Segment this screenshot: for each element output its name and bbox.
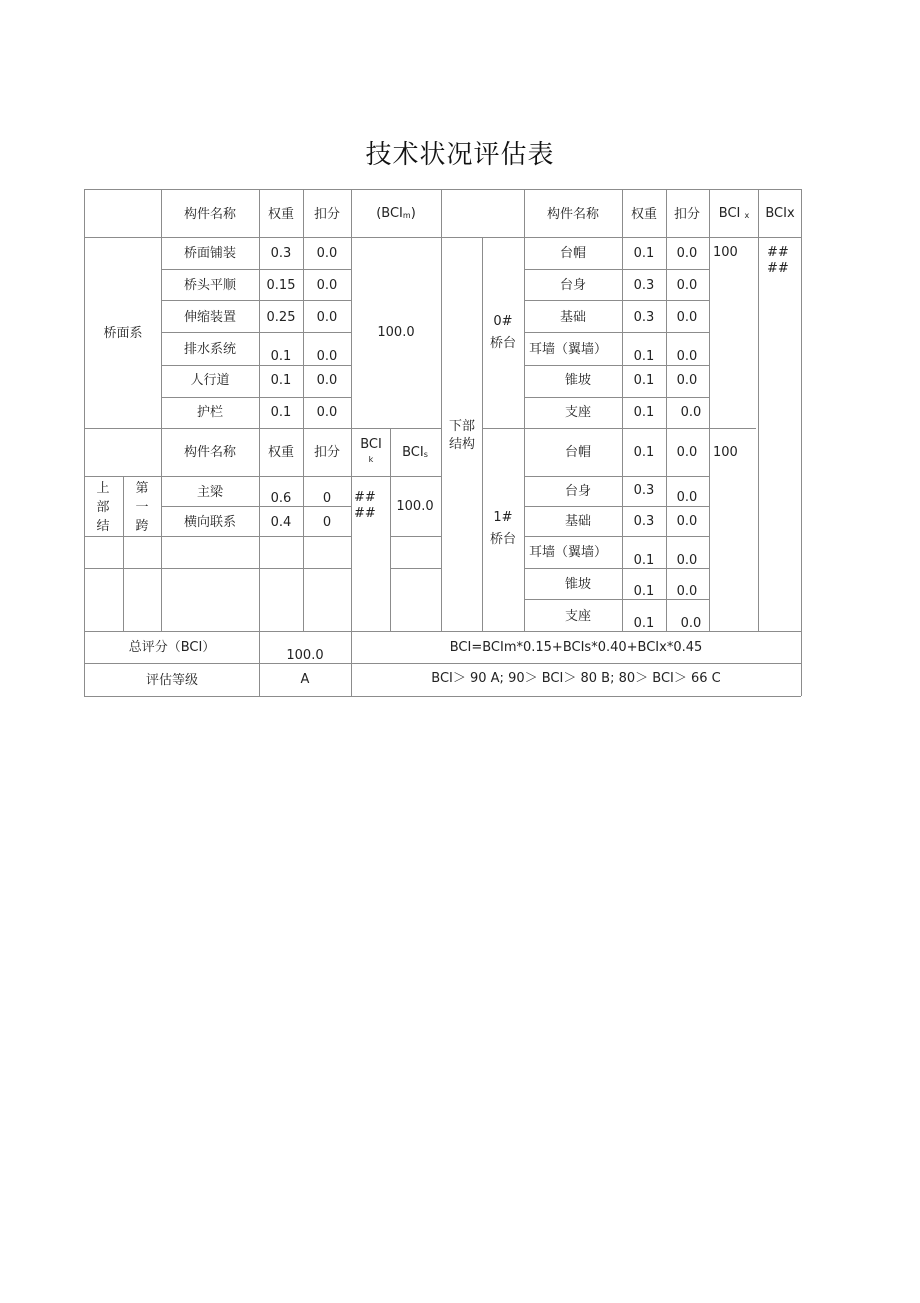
grid-line xyxy=(84,237,801,238)
abutment-1-score: 100 xyxy=(713,445,738,460)
grid-line xyxy=(161,269,351,270)
abutment-0-score: 100 xyxy=(713,245,738,260)
deck-row-name: 护栏 xyxy=(196,405,224,420)
abutment-row-deduct: 0.0 xyxy=(676,278,698,293)
deck-score: 100.0 xyxy=(377,325,415,340)
header-weight-right: 权重 xyxy=(630,207,658,222)
grid-line xyxy=(84,536,351,537)
total-score-value: 100.0 xyxy=(286,648,324,663)
grid-line xyxy=(758,189,759,631)
abutment-row-name: 台帽 xyxy=(559,246,587,261)
super-header-name: 构件名称 xyxy=(183,445,237,460)
header-deduct: 扣分 xyxy=(313,207,341,222)
deck-row-deduct: 0.0 xyxy=(316,278,338,293)
abutment-row-weight: 0.1 xyxy=(633,246,655,261)
header-component-name-right: 构件名称 xyxy=(546,207,600,222)
grid-line xyxy=(390,536,441,537)
abutment-row-deduct: 0.0 xyxy=(676,349,698,364)
abutment-row-name: 台帽 xyxy=(564,445,592,460)
grid-line xyxy=(161,189,162,631)
abutment-row-weight: 0.3 xyxy=(633,483,655,498)
header-bcim: $(BCI_m)$ xyxy=(376,206,416,221)
grid-line xyxy=(123,476,124,631)
deck-row-deduct: 0.0 xyxy=(316,310,338,325)
abutment-row-weight: 0.3 xyxy=(633,514,655,529)
abutment-row-deduct: 0.0 xyxy=(676,584,698,599)
abutment-row-deduct: 0.0 xyxy=(676,310,698,325)
grid-line xyxy=(84,568,351,569)
grid-line xyxy=(84,696,801,697)
deck-row-deduct: 0.0 xyxy=(316,373,338,388)
grid-line xyxy=(390,428,391,631)
super-header-deduct: 扣分 xyxy=(313,445,341,460)
abutment-row-weight: 0.3 xyxy=(633,278,655,293)
deck-row-weight: 0.25 xyxy=(266,310,296,325)
grid-line xyxy=(84,663,801,664)
abutment-row-deduct: 0.0 xyxy=(676,373,698,388)
deck-row-name: 桥面铺装 xyxy=(183,246,237,261)
header-deduct-right: 扣分 xyxy=(673,207,701,222)
abutment-row-name: 耳墙（翼墙） xyxy=(528,545,608,560)
grid-line xyxy=(390,568,441,569)
abutment-row-name: 锥坡 xyxy=(564,577,592,592)
bci-formula: BCI=BCIm*0.15+BCIs*0.40+BCIx*0.45 xyxy=(449,640,703,655)
header-component-name: 构件名称 xyxy=(183,207,237,222)
grid-line xyxy=(524,332,709,333)
deck-row-weight: 0.1 xyxy=(270,349,292,364)
abutment-row-name: 台身 xyxy=(559,278,587,293)
grid-line xyxy=(709,189,710,631)
super-header-weight: 权重 xyxy=(267,445,295,460)
grid-line xyxy=(482,237,483,631)
abutment-row-weight: 0.1 xyxy=(633,553,655,568)
header-bcis: $BCI_s$ xyxy=(402,445,428,460)
deck-row-name: 桥头平顺 xyxy=(183,278,237,293)
abutment-row-weight: 0.1 xyxy=(633,405,655,420)
sub-label: 下部结构 xyxy=(448,419,475,452)
grid-line xyxy=(351,189,352,696)
abutment-row-weight: 0.1 xyxy=(633,373,655,388)
bcix-total: #### xyxy=(767,245,789,276)
abutment-row-weight: 0.1 xyxy=(633,584,655,599)
super-row-weight: 0.6 xyxy=(270,491,292,506)
header-weight: 权重 xyxy=(267,207,295,222)
deck-row-deduct: 0.0 xyxy=(316,246,338,261)
grid-line xyxy=(84,476,441,477)
abutment-row-deduct: 0.0 xyxy=(676,514,698,529)
abutment-row-name: 支座 xyxy=(564,405,592,420)
grid-line xyxy=(84,428,441,429)
abutment-row-name: 基础 xyxy=(564,514,592,529)
abutment-row-deduct: 0.0 xyxy=(680,405,702,420)
header-bcik: BCI k xyxy=(360,437,382,464)
grid-line xyxy=(259,189,260,696)
super-label: 上部结 xyxy=(96,481,110,534)
abutment-row-name: 基础 xyxy=(559,310,587,325)
abutment-row-name: 耳墙（翼墙） xyxy=(528,342,608,357)
abutment-row-name: 支座 xyxy=(564,609,592,624)
abutment-row-name: 台身 xyxy=(564,484,592,499)
deck-row-weight: 0.1 xyxy=(270,405,292,420)
grid-line xyxy=(161,300,351,301)
deck-row-weight: 0.15 xyxy=(266,278,296,293)
grid-line xyxy=(161,397,351,398)
deck-row-deduct: 0.0 xyxy=(316,405,338,420)
grid-line xyxy=(666,189,667,631)
deck-row-name: 排水系统 xyxy=(183,342,237,357)
grid-line xyxy=(524,269,709,270)
grid-line xyxy=(84,189,85,696)
super-bcis: 100.0 xyxy=(396,499,434,514)
super-row-weight: 0.4 xyxy=(270,515,292,530)
grid-line xyxy=(524,189,525,631)
abutment-0-label: 0#桥台 xyxy=(489,314,516,351)
abutment-row-deduct: 0.0 xyxy=(676,246,698,261)
grade-criteria: BCI＞ 90 A; 90＞ BCI＞ 80 B; 80＞ BCI＞ 66 C xyxy=(431,671,721,686)
grid-line xyxy=(524,365,709,366)
abutment-row-weight: 0.1 xyxy=(633,445,655,460)
grid-line xyxy=(524,476,709,477)
super-row-name: 主梁 xyxy=(196,485,224,500)
grid-line xyxy=(524,536,709,537)
deck-row-weight: 0.3 xyxy=(270,246,292,261)
abutment-row-name: 锥坡 xyxy=(564,373,592,388)
abutment-row-weight: 0.1 xyxy=(633,349,655,364)
abutment-1-label: 1#桥台 xyxy=(489,510,516,547)
super-bcik: #### xyxy=(354,490,376,521)
abutment-row-deduct: 0.0 xyxy=(676,490,698,505)
abutment-row-deduct: 0.0 xyxy=(680,616,702,631)
deck-row-name: 人行道 xyxy=(190,373,230,388)
header-bcix-small: BCI $_x$ xyxy=(718,206,750,221)
abutment-row-weight: 0.1 xyxy=(633,616,655,631)
grid-line xyxy=(441,189,442,631)
super-row-name: 横向联系 xyxy=(183,515,237,530)
abutment-row-deduct: 0.0 xyxy=(676,445,698,460)
deck-row-weight: 0.1 xyxy=(270,373,292,388)
deck-row-name: 伸缩装置 xyxy=(183,310,237,325)
grid-line xyxy=(161,365,351,366)
grade-value: A xyxy=(300,672,310,687)
abutment-row-deduct: 0.0 xyxy=(676,553,698,568)
abutment-row-weight: 0.3 xyxy=(633,310,655,325)
super-row-deduct: 0 xyxy=(322,515,332,530)
super-row-deduct: 0 xyxy=(322,491,332,506)
super-span: 第一跨 xyxy=(135,481,149,534)
header-bcix: BCIx xyxy=(765,206,795,221)
grid-line xyxy=(524,506,709,507)
page-title: 技术状况评估表 xyxy=(365,140,555,170)
grid-line xyxy=(524,397,709,398)
total-score-label: 总评分（BCI） xyxy=(128,640,216,655)
grade-label: 评估等级 xyxy=(145,673,199,688)
deck-row-deduct: 0.0 xyxy=(316,349,338,364)
grid-line xyxy=(84,189,801,190)
grid-line xyxy=(622,189,623,631)
deck-label: 桥面系 xyxy=(103,326,143,341)
grid-line xyxy=(524,300,709,301)
grid-line xyxy=(801,189,802,696)
evaluation-table xyxy=(84,189,801,696)
grid-line xyxy=(161,332,351,333)
grid-line xyxy=(303,189,304,631)
